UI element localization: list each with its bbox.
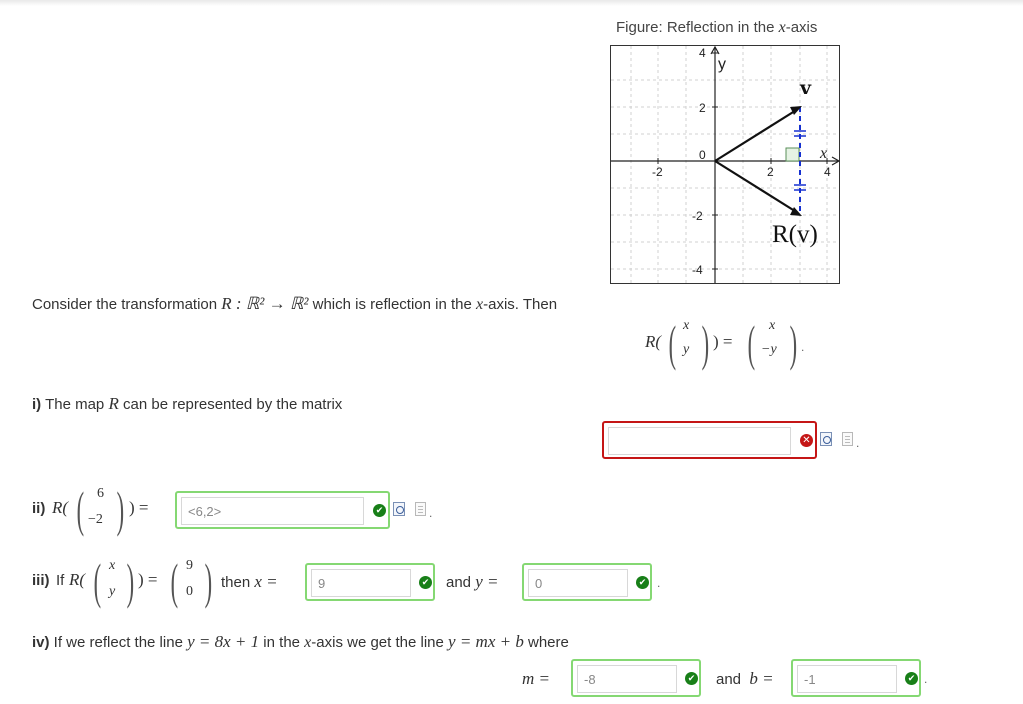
reflected-vector-label: R(v): [772, 221, 818, 248]
figure-caption: Figure: Reflection in the x-axis: [616, 19, 818, 36]
tick-y-2: 2: [699, 101, 706, 115]
vector-v-label: v: [800, 77, 812, 99]
tick-x-neg2: -2: [652, 165, 663, 179]
y-answer-box: [522, 563, 652, 601]
question-i-text: i) The map R can be represented by the matrix: [32, 394, 343, 413]
matrix-answer-box: [602, 421, 817, 459]
question-iv-text: iv) If we reflect the line y = 8x + 1 in the x-axis we get the line y = mx + b where: [32, 632, 569, 651]
reflection-figure: [610, 45, 840, 284]
correct-check-icon: ✔: [419, 576, 432, 589]
answer-preview-icon[interactable]: [820, 432, 832, 446]
axis-x-label: x: [820, 145, 828, 162]
question-ii-text: ii) R( ( 6 −2 ) ) =: [32, 481, 149, 537]
correct-check-icon: ✔: [905, 672, 918, 685]
b-answer-box: [791, 659, 921, 697]
question-iii-text: iii) If R( ( x y ) ) = ( 9 0 ): [32, 553, 213, 609]
incorrect-icon: ✕: [800, 434, 813, 447]
m-answer-input[interactable]: -8: [577, 665, 677, 693]
top-shadow: [0, 0, 1023, 6]
b-answer-input[interactable]: -1: [797, 665, 897, 693]
tick-y-neg4: -4: [692, 263, 703, 277]
axis-y-label: y: [718, 56, 726, 73]
tick-y-4: 4: [699, 46, 706, 60]
y-answer-input[interactable]: 0: [528, 569, 628, 597]
correct-check-icon: ✔: [636, 576, 649, 589]
m-answer-box: [571, 659, 701, 697]
reflection-answer-box: [175, 491, 390, 529]
correct-check-icon: ✔: [685, 672, 698, 685]
answer-help-icon[interactable]: [415, 502, 426, 516]
reflection-answer-input[interactable]: <6,2>: [181, 497, 364, 525]
x-answer-input[interactable]: 9: [311, 569, 411, 597]
intro-text: Consider the transformation R : ℝ² → ℝ² which is reflection in the x-axis. Then: [32, 294, 558, 313]
and-b-label: and b =: [716, 669, 774, 688]
tick-y-neg2: -2: [692, 209, 703, 223]
m-equals-label: m =: [522, 669, 550, 688]
matrix-answer-input[interactable]: [608, 427, 791, 455]
answer-preview-icon[interactable]: [393, 502, 405, 516]
tick-x-4: 4: [824, 165, 831, 179]
tick-x-2: 2: [767, 165, 774, 179]
answer-help-icon[interactable]: [842, 432, 853, 446]
and-y-label: and y =: [446, 572, 499, 591]
correct-check-icon: ✔: [373, 504, 386, 517]
tick-y-0: 0: [699, 148, 706, 162]
then-x-label: then x =: [221, 572, 278, 591]
x-answer-box: [305, 563, 435, 601]
